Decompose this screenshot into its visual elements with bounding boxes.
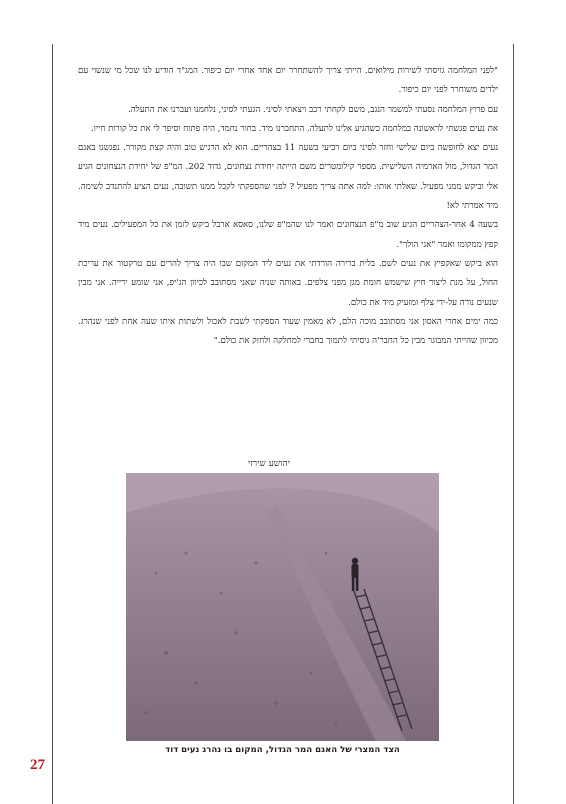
paragraph-4: נעים יצא לחופשה ביום שלישי וחזר לסיני ביום רביעי בשעה 11 בצהריים. הוא לא הרגיש טוב והיה קצת מקורר. נפגשנו באגם המר הגדול, מול הארמיה השלישית. מספר קילומטרים משם הייתה יחידת נצחונים, גדוד 202. המ"פ של יחידת הנצחונים הגיע אלי וביקש ממני מפעיל. שאלתי אותו: למה אתה צריך מפעיל ? לפני שהספקתי לקבל ממנו תשובה, נעים הציע להתנדב לשימה. מיד אמרתי לא! — [78, 143, 499, 212]
historical-photo — [126, 473, 439, 741]
right-margin-rule — [513, 44, 514, 804]
paragraph-5: בשעה 4 אחר-הצהריים הגיע שוב מ"פ הנצחונים ואמר לנו שהמ"פ שלנו, סאסא ארבל ביקש לזמן את כל המפעילים. נעים מיד קפץ ממקומו ואמר "אני הולך". — [78, 220, 498, 250]
testimony-text — [78, 62, 498, 351]
photo-scene — [126, 473, 439, 741]
author-signature: יהושע שירזי — [247, 459, 290, 469]
paragraph-3: את נעים פגשתי לראשונה במלחמה כשהגיע אלינו לתעלה. התחברנו מיד. בחור נחמד, היה פתוח וסיפר לי את כל קורות חייו. — [90, 123, 498, 134]
paragraph-1: "לפני המלחמה גויסתי לשירות מילואים. הייתי צריך להשתחרר יום אחד אחרי יום כיפור. המג"ד הודיע לנו שכל מי שנשוי עם ילדים משוחרר לפני יום כיפור. — [78, 66, 498, 96]
left-margin-rule — [52, 44, 53, 804]
paragraph-2: עם פרוץ המלחמה נסעתי למשמר הנגב, משם לקחתי רכב ויצאתי לסיני. הגעתי לסיני, נלחמנו ועברנו את התעלה. — [128, 104, 498, 115]
paragraph-7: כמה ימים אחרי האסון אני מסתובב מוכה הלם, לא מאמין שעוד הספקתי לשבת לאכול ולשתות איתו שעה אחת לפני שנהרג. מכיוון שהייתי המבוגר מבין כל החבר'ה ניסיתי לתמוך בחברי למחלקה ולחזק את כולם." — [78, 316, 498, 347]
page-number: 27 — [30, 757, 45, 773]
paragraph-6: הוא ביקש שאקפיץ את נעים לשם. בלית ברירה הורדתי את נעים ליד המקום שבו היה צריך להרים עם טרקטור את עריכת החול, על מנת ליצור חיץ שישמש חומת מגן מפני צלפים. באותה שניה שאני מסתובב לכיוון הג'יפ, אני שומע ירייה. אני מבין שנעים נורה על-ידי צלף ומזעיק מיד את כולם. — [78, 258, 498, 308]
photo-caption: הצד המצרי של האגם המר הגדול, המקום בו נהרג נעים דוד — [165, 745, 400, 755]
